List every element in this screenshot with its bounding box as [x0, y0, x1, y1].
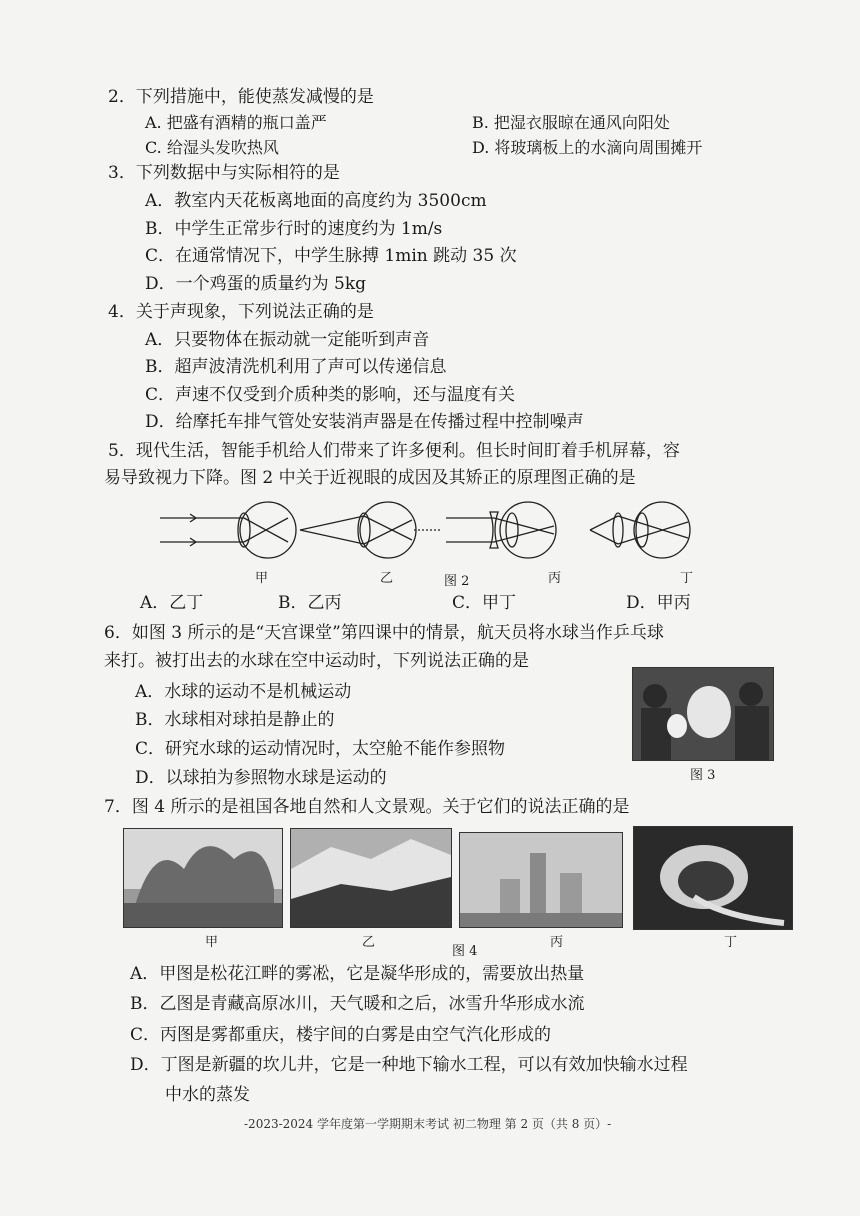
q2-option-b: B. 把湿衣服晾在通风向阳处 — [472, 113, 670, 132]
q7-option-a: A．甲图是松花江畔的雾凇，它是凝华形成的，需要放出热量 — [130, 964, 585, 984]
eye-diagram-bing — [446, 502, 556, 558]
figure-4-photo-bing — [459, 832, 623, 928]
q5-option-d: D．甲丙 — [626, 593, 691, 613]
eye-diagram-ding — [590, 502, 690, 558]
eye-diagram-yi — [300, 502, 440, 558]
q3-option-a: A．教室内天花板离地面的高度约为 3500cm — [145, 191, 487, 211]
figure-4-photo-ding — [633, 826, 793, 930]
fig4-caption: 图 4 — [452, 944, 478, 959]
fig3-caption: 图 3 — [690, 768, 716, 783]
q2-option-a: A. 把盛有酒精的瓶口盖严 — [145, 113, 327, 132]
q3-option-d: D．一个鸡蛋的质量约为 5kg — [145, 274, 367, 294]
fig2-label-bing: 丙 — [548, 571, 562, 586]
q6-option-c: C．研究水球的运动情况时，太空舱不能作参照物 — [135, 739, 506, 759]
eye-diagram-jia — [160, 502, 296, 558]
q6-option-a: A．水球的运动不是机械运动 — [135, 682, 352, 702]
q7-stem: 7．图 4 所示的是祖国各地自然和人文景观。关于它们的说法正确的是 — [104, 797, 630, 817]
figure-4-photo-jia — [123, 828, 283, 928]
q2-option-c: C. 给湿头发吹热风 — [145, 138, 279, 157]
q7-option-d-line1: D．丁图是新疆的坎儿井，它是一种地下输水工程，可以有效加快输水过程 — [130, 1055, 688, 1075]
q5-option-c: C．甲丁 — [452, 593, 517, 613]
q5-stem-line1: 5．现代生活，智能手机给人们带来了许多便利。但长时间盯着手机屏幕，容 — [108, 441, 680, 461]
q4-option-b: B．超声波清洗机利用了声可以传递信息 — [145, 357, 447, 377]
q6-stem-line1: 6．如图 3 所示的是“天宫课堂”第四课中的情景，航天员将水球当作乒乓球 — [104, 623, 664, 643]
q5-option-b: B．乙丙 — [278, 593, 342, 613]
q3-option-b: B．中学生正常步行时的速度约为 1m/s — [145, 219, 443, 239]
figure-4-photo-yi — [290, 828, 452, 928]
q6-option-b: B．水球相对球拍是静止的 — [135, 710, 335, 730]
fig2-caption: 图 2 — [444, 574, 470, 589]
q5-option-a: A．乙丁 — [140, 593, 204, 613]
q7-option-d-line2: 中水的蒸发 — [165, 1085, 250, 1105]
q4-option-a: A．只要物体在振动就一定能听到声音 — [145, 330, 430, 350]
q4-stem: 4．关于声现象，下列说法正确的是 — [108, 302, 374, 322]
fig2-label-yi: 乙 — [380, 571, 394, 586]
q3-stem: 3．下列数据中与实际相符的是 — [108, 163, 340, 183]
q2-option-d: D. 将玻璃板上的水滴向周围摊开 — [472, 138, 703, 157]
q6-stem-line2: 来打。被打出去的水球在空中运动时，下列说法正确的是 — [104, 651, 529, 671]
fig4-label-yi: 乙 — [362, 935, 376, 950]
q6-option-d: D．以球拍为参照物水球是运动的 — [135, 768, 387, 788]
page-footer: -2023-2024 学年度第一学期期末考试 初二物理 第 2 页（共 8 页）- — [244, 1117, 612, 1131]
q5-stem-line2: 易导致视力下降。图 2 中关于近视眼的成因及其矫正的原理图正确的是 — [104, 468, 636, 488]
q4-option-d: D．给摩托车排气管处安装消声器是在传播过程中控制噪声 — [145, 412, 584, 432]
q4-option-c: C．声速不仅受到介质种类的影响，还与温度有关 — [145, 385, 516, 405]
q2-stem: 2．下列措施中，能使蒸发减慢的是 — [108, 87, 374, 107]
figure-3-photo — [632, 667, 774, 761]
q7-option-b: B．乙图是青藏高原冰川，天气暖和之后，冰雪升华形成水流 — [130, 994, 585, 1014]
fig4-label-ding: 丁 — [724, 935, 738, 950]
figure-2-eye-diagrams — [150, 498, 730, 578]
fig4-label-jia: 甲 — [205, 935, 219, 950]
fig2-label-ding: 丁 — [680, 571, 694, 586]
fig2-label-jia: 甲 — [255, 571, 269, 586]
q3-option-c: C．在通常情况下，中学生脉搏 1min 跳动 35 次 — [145, 246, 517, 266]
fig4-label-bing: 丙 — [550, 935, 564, 950]
q7-option-c: C．丙图是雾都重庆，楼宇间的白雾是由空气汽化形成的 — [130, 1025, 552, 1045]
